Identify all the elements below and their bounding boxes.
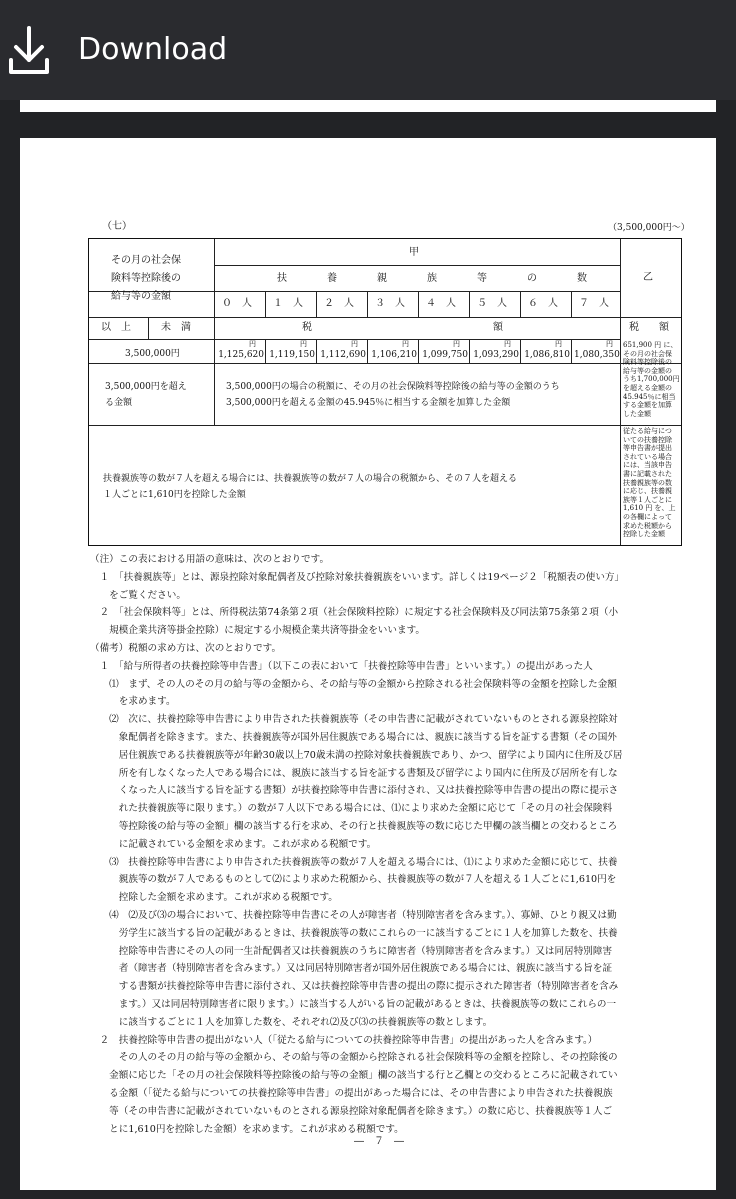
yen-mark: 円 [249,340,256,348]
ijou-label: 以 上 [101,322,131,333]
notes-section [90,551,690,1138]
document-page [20,138,716,1190]
note-line: 等控除後の給与等の金額」欄の該当する行を求め、その行と扶養親族等の数に応じた甲欄の該当欄との交わるところ [90,820,618,832]
dependents-heading-char: 数 [577,273,587,284]
tax-value: 1,099,750 [422,350,468,360]
note-line: とに1,610円を控除した金額）を求めます。これが求める税額です。 [90,1123,404,1135]
salary-header: その月の社会保 [111,255,181,266]
dependents-count: ７ 人 [579,298,609,309]
dependents-count: ２ 人 [324,298,354,309]
note-line: 規模企業共済等掛金控除）に規定する小規模企業共済等掛金をいいます。 [90,625,426,637]
row3-text: 扶養親族等の数が７人を超える場合には、扶養親族等の数が７人の場合の税額から、その７人を超える [103,474,518,484]
note-line: 金額に応じた「その月の社会保険料等控除後の給与等の金額」欄の該当する行と乙欄との交わるところに記載されてい [90,1070,618,1082]
otsu-row3-text: には、当該申告 [623,461,672,470]
row2-salary: る金額 [105,398,133,408]
page-number: ― ７ ― [354,1136,404,1147]
dependents-count: ６ 人 [528,298,558,309]
otsu-row1-text: うち1,700,000円 [623,375,680,384]
note-line: ⑵ 次に、扶養控除等申告書により申告された扶養親族等（その申告書に記載がされていないものとされる源泉控除対 [90,714,618,726]
note-line: 控除した金額を求めます。これが求める税額です。 [90,892,338,904]
salary-header: 給与等の金額 [111,291,171,302]
dependents-heading-char: 親 [377,273,387,284]
download-button[interactable]: Download [78,32,228,67]
table-range: （3,500,000円〜） [608,223,690,233]
row2-salary: 3,500,000円を超え [105,382,187,392]
yen-mark: 円 [606,340,613,348]
otsu-row3-text: されている場合 [623,452,672,461]
note-line: に記載されている金額を求めます。これが求める税額です。 [90,838,377,850]
note-line: れた扶養親族等に限ります。）の数が７人以下である場合には、⑴により求めた金額に応じて「その月の社会保険料 [90,803,613,815]
yen-mark: 円 [555,340,562,348]
note-line: 居住親族である扶養親族等が年齢30歳以上70歳未満の控除対象扶養親族であり、かつ、留学により国内に住所及び居 [90,749,623,761]
otsu-row3-text: 書に記載された [623,470,672,478]
note-line: その人のその月の給与等の金額から、その給与等の金額から控除される社会保険料等の金額を控除し、その控除後の [90,1052,618,1064]
note-line: 等（その申告書に記載がされていないものとされる源泉控除対象配偶者を除きます。）の数に応じ、扶養親族等１人ご [90,1105,613,1117]
note-line: 象配偶者を除きます。また、扶養親族等が国外居住親族である場合には、親族に該当する旨を証する書類（その国外 [90,731,617,743]
row2-text: 3,500,000円を超える金額の45.945％に相当する金額を加算した金額 [226,398,511,408]
yen-mark: 円 [453,340,460,348]
dependents-count: ３ 人 [375,298,405,309]
otsu-row3-text: いての扶養控除 [623,435,672,444]
otsu-row1-text: その月の社会保 [623,349,672,358]
otsu-row1-text: 45.945％に相当 [623,392,676,401]
note-line: （注）この表における用語の意味は、次のとおりです。 [90,554,330,565]
dependents-count: ５ 人 [477,298,507,309]
row1-salary: 3,500,000円 [125,349,180,359]
note-line: 親族等の数が７人であるものとして⑵により求めた税額から、扶養親族等の数が７人を超える１人ごとに1,610円を [90,874,617,886]
yen-mark: 円 [402,340,409,348]
note-line: る金額（「従たる給与についての扶養控除等申告書」の提出があった場合には、その申告書により申告された扶養親族 [90,1087,613,1099]
otsu-row3-text: 等申告書が提出 [623,444,672,453]
previous-page-edge [20,100,716,112]
note-line: 者（障害者（特別障害者を含みます。）又は同居特別障害者が国外居住親族である場合には、親族に該当する旨を証 [90,963,613,975]
note-line: する書類が扶養控除等申告書に添付され、又は扶養控除等申告書の提出の際に提示された障害者（特別障害者を含み [90,981,619,993]
top-bar [0,0,736,100]
dependents-heading-char: 扶 [277,273,287,284]
note-line: ２ 扶養控除等申告書の提出がない人（「従たる給与についての扶養控除等申告書」の提出があった人を含みます。） [90,1034,598,1046]
otsu-row1-text: する金額を加算 [623,401,672,410]
row2-text: 3,500,000円の場合の税額に、その月の社会保険料等控除後の給与等の金額のうち [226,382,560,392]
gaku-label: 額 [493,322,503,333]
otsu-row3-text: の各欄によって [623,513,672,521]
note-line: （備考）税額の求め方は、次のとおりです。 [90,642,282,654]
tax-value: 1,125,620 [218,350,264,360]
dependents-heading-char: 族 [427,273,437,284]
otsu-row3-text: 扶養親族等の数 [623,478,672,487]
otsu-row3-text: 1,610 円 を、上 [623,504,676,513]
salary-header: 険料等控除後の [111,273,181,284]
dependents-count: １ 人 [273,298,303,309]
tax-value: 1,119,150 [269,350,315,360]
otsu-zeigaku-label: 税 額 [629,322,669,333]
otsu-row3-text: 求めた税額から [623,521,672,530]
tax-value: 1,086,810 [524,350,570,360]
tax-value: 1,080,350 [574,350,620,360]
otsu-row3-text: に応じ、扶養親 [623,487,672,496]
note-line: ⑶ 扶養控除等申告書により申告された扶養親族等の数が７人を超える場合には、⑴により求めた金額に応じて、扶養 [90,856,618,868]
note-line: ます。）又は同居特別障害者に限ります。）に該当する人がいる旨の記載があるときは、扶養親族等の数にこれらの一 [90,998,617,1010]
otsu-row1-text: 険料等控除後の [623,358,672,367]
otsu-row1-text: 給与等の金額の [623,366,672,375]
otsu-row1-text: 651,900 円 に、 [623,341,678,349]
note-line: をご覧ください。 [90,589,186,601]
otsu-row3-text: 控除した金額 [623,530,665,539]
otsu-row1-text: を超える金額の [623,384,672,392]
tax-value: 1,106,210 [371,350,417,360]
dependents-count: ４ 人 [426,298,456,309]
note-line: 所を有しなくなった人である場合には、親族に該当する旨を証する書類及び留学により国内に住所及び居所を有しな [90,767,618,779]
otsu-row3-text: 従たる給与につ [623,427,672,435]
yen-mark: 円 [504,340,511,348]
row3-text: １人ごとに1,610円を控除した金額 [103,490,246,500]
note-line: １ 「扶養親族等」とは、源泉控除対象配偶者及び控除対象扶養親族をいいます。詳しくは19ページ２「税額表の使い方」 [90,571,625,583]
note-line: に該当するごとに１人を加算した数を、それぞれ⑵及び⑶の扶養親族等の数とします。 [90,1016,493,1028]
miman-label: 未 満 [161,322,191,333]
note-line: ⑴ まず、その人のその月の給与等の金額から、その給与等の金額から控除される社会保険料等の金額を控除した金額 [90,678,617,690]
dependents-heading-char: の [527,273,537,284]
ko-header: 甲 [409,247,419,258]
tax-value: 1,112,690 [320,350,366,360]
dependents-heading-char: 等 [477,273,487,284]
otsu-header: 乙 [643,272,653,283]
note-line: １ 「給与所得者の扶養控除等申告書」（以下この表において「扶養控除等申告書」といいます。）の提出があった人 [90,660,593,672]
download-icon[interactable] [8,26,50,76]
note-line: くなった人に該当する旨を証する書類）が扶養控除等申告書に添付され、又は扶養控除等申告書の提出の際に提示さ [90,785,619,797]
note-line: 労学生に該当する旨の記載があるときは、扶養親族等の数にこれらの一に該当するごとに１人を加算した数を、扶養 [90,927,618,939]
note-line: 控除等申告書にその人の同一生計配偶者又は扶養親族のうちに障害者（特別障害者を含みます。）又は同居特別障害 [90,945,613,957]
zei-label: 税 [302,322,312,333]
tax-table [88,238,682,546]
otsu-row3-text: 族等１人ごとに [623,495,672,504]
table-number: （七） [102,221,132,232]
note-line: ⑷ ⑵及び⑶の場合において、扶養控除等申告書にその人が障害者（特別障害者を含みます。）、寡婦、ひとり親又は勤 [90,909,617,921]
yen-mark: 円 [351,340,358,348]
dependents-count: ０ 人 [222,298,252,309]
otsu-row1-text: した金額 [623,409,651,418]
tax-value: 1,093,290 [473,350,519,360]
note-line: ２ 「社会保険料等」とは、所得税法第74条第２項（社会保険料控除）に規定する社会保険料及び同法第75条第２項（小 [90,607,619,619]
dependents-heading-char: 養 [327,273,337,284]
note-line: を求めます。 [90,696,176,708]
yen-mark: 円 [300,340,307,348]
